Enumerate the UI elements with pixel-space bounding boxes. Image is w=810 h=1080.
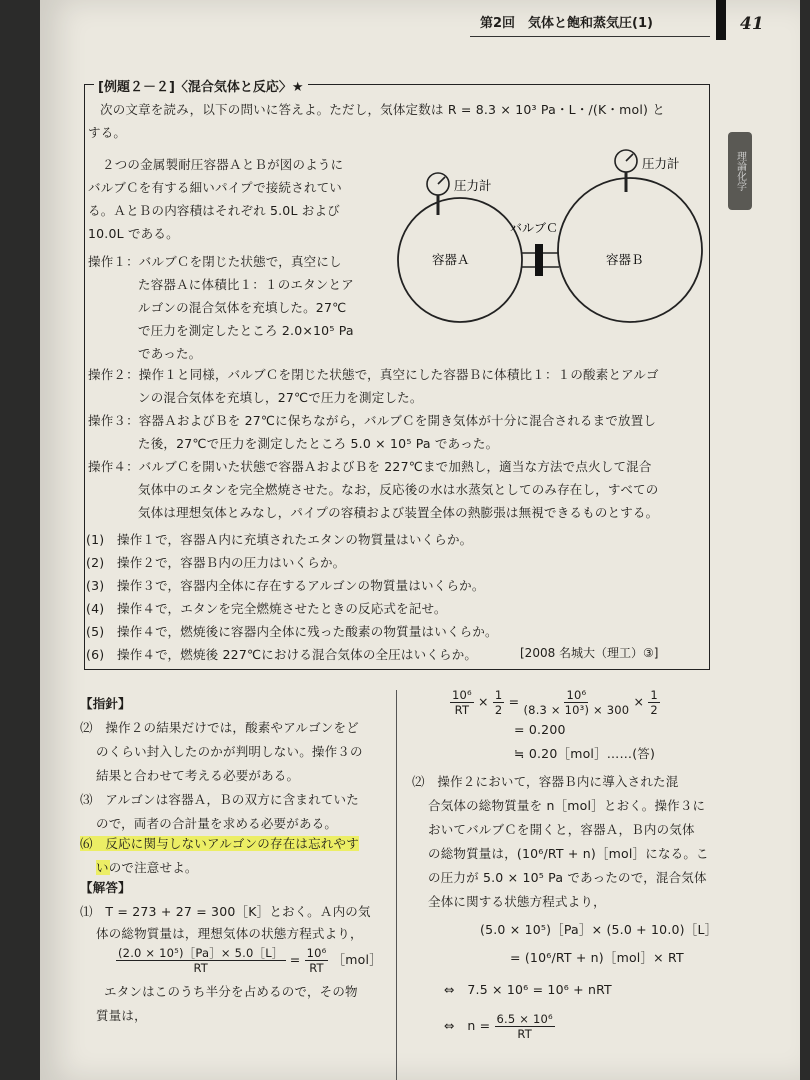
question-item: (5) 操作４で，燃焼後に容器内全体に残った酸素の物質量はいくらか。 [86,624,498,639]
textbook-page [40,0,800,1080]
operation-1: ルゴンの混合気体を充填した。27℃ [138,300,347,315]
answer-line: おいてバルブＣを開くと，容器Ａ，Ｂ内の気体 [428,822,695,837]
vessel-b-label: 容器Ｂ [606,252,644,267]
question-item: (6) 操作４で，燃焼後 227℃における混合気体の全圧はいくらか。 [86,647,478,662]
answer-heading: 【解答】 [80,880,131,895]
answer-line: 合気体の総物質量を n［mol］とおく。操作３に [428,798,706,813]
answer-line: 質量は， [96,1008,147,1023]
answer-line: 体の総物質量は，理想気体の状態方程式より， [96,926,363,941]
operation-1: 操作１：バルブＣを閉じた状態で，真空にし [88,254,342,269]
operation-1: た容器Ａに体積比１：１のエタンとア [138,277,354,292]
highlighted-text: ⑹ 反応に関与しないアルゴンの存在は忘れやす [80,836,359,851]
hint-line: ⑵ 操作２の結果だけでは，酸素やアルゴンをど [80,720,359,735]
result-line: = 0.200 [514,722,566,737]
gauge-b-label: 圧力計 [642,156,680,171]
operation-4: 気体中のエタンを完全燃焼させた。なお，反応後の水は水蒸気としてのみ存在し，すべての [138,482,659,497]
page-number: 41 [740,14,764,34]
problem-title: [例題２－２]〈混合気体と反応〉★ [94,76,308,95]
operation-3: 操作３：容器ＡおよびＢを 27℃に保ちながら，バルブＣを開き気体が十分に混合されるまで放置し [88,413,657,428]
answer-line: の圧力が 5.0 × 10⁵ Pa であったので，混合気体 [428,870,707,885]
operation-4: 操作４：バルブＣを開いた状態で容器ＡおよびＢを 227℃まで加熱し，適当な方法で点火して混合 [88,459,652,474]
desc-line: ２つの金属製耐圧容器ＡとＢが図のように [102,157,344,172]
fraction: $\frac{\text{10⁶}}{RT}$ [452,688,472,717]
equation-line: ⇔ n = $\frac{\text{6.5 × 10⁶}}{RT}$ [444,1012,553,1041]
answer-line: 全体に関する状態方程式より， [428,894,606,909]
desc-line: る。ＡとＢの内容積はそれぞれ 5.0L および [88,203,340,218]
equation-line: ⇔ 7.5 × 10⁶ = 10⁶ + nRT [444,982,612,997]
operation-2: ンの混合気体を充填し，27℃で圧力を測定した。 [138,390,423,405]
hint-line: ⑶ アルゴンは容器Ａ，Ｂの双方に含まれていた [80,792,359,807]
operation-3: た後，27℃で圧力を測定したところ 5.0 × 10⁵ Pa であった。 [138,436,499,451]
hint-line: のくらい封入したのかが判明しない。操作３の [96,744,363,759]
answer-line: の総物質量は，(10⁶/RT + n)［mol］になる。こ [428,846,709,861]
answer-line: エタンはこのうち半分を占めるので，その物 [104,984,358,999]
equation-1: $\frac{\text{(2.0 × 10⁵)［Pa］× 5.0［L］}}{RT}$ = $\frac{\text{10⁶}}{RT}$ ［mol］ [118,946,382,975]
fraction: $\frac{1}{2}$ [494,688,503,717]
question-item: (4) 操作４で，エタンを完全燃焼させたときの反応式を記せ。 [86,601,447,616]
fraction: $\frac{1}{2}$ [650,688,658,717]
intro-line: 次の文章を読み，以下の問いに答えよ。ただし，気体定数は R = 8.3 × 10³ Pa・L・/(K・mol) と [100,102,665,117]
question-item: (3) 操作３で，容器内全体に存在するアルゴンの物質量はいくらか。 [86,578,485,593]
header-bar [716,0,726,40]
column-divider [396,690,397,1080]
chapter-heading: 第2回 気体と飽和蒸気圧(1) [480,16,653,31]
operation-1: であった。 [138,346,202,361]
fraction: $\frac{\text{6.5 × 10⁶}}{RT}$ [496,1012,553,1041]
operation-2: 操作２：操作１と同様，バルブＣを閉じた状態で，真空にした容器Ｂに体積比１：１の酸素とアルゴ [88,367,659,382]
hint-line: 結果と合わせて考える必要がある。 [96,768,300,783]
source-citation: [2008 名城大（理工）③] [520,646,659,660]
desc-line: バルブＣを有する細いパイプで接続されてい [88,180,343,195]
equation-line: = (10⁶/RT + n)［mol］× RT [510,950,684,965]
header-rule [470,36,710,37]
vessel-b-shape [558,178,702,322]
side-tab: 理論化学 [728,132,752,210]
result-line: ≒ 0.20［mol］……(答) [514,746,656,761]
operation-4: 気体は理想気体とみなし，パイプの容積および装置全体の熱膨張は無視できるものとする。 [138,505,659,520]
question-item: (1) 操作１で，容器Ａ内に充填されたエタンの物質量はいくらか。 [86,532,473,547]
vessel-a-label: 容器Ａ [432,252,470,267]
hint-line [80,834,359,852]
gauge-a-label: 圧力計 [454,178,492,193]
hint-heading: 【指針】 [80,696,131,711]
valve-c-shape [535,244,543,276]
highlighted-text: いので注意せよ。 [96,860,198,875]
valve-label: バルブＣ [510,221,559,235]
apparatus-diagram [390,140,710,345]
fraction: $\frac{\text{(2.0 × 10⁵)［Pa］× 5.0［L］}}{RT}$ [118,946,284,975]
equation-2: $\frac{\text{10⁶}}{RT}$ × $\frac{1}{2}$ = $\frac{\text{10⁶}}{\text{(8.3 × 10³) × 300}}$ × $\frac{1}{2}$ [452,688,658,717]
desc-line: 10.0L である。 [88,226,179,241]
equation-line: (5.0 × 10⁵)［Pa］× (5.0 + 10.0)［L］ [480,922,718,937]
answer-line: ⑵ 操作２において，容器Ｂ内に導入された混 [412,774,679,789]
hint-line [96,858,198,876]
question-item: (2) 操作２で，容器Ｂ内の圧力はいくらか。 [86,555,346,570]
hint-line: ので，両者の合計量を求める必要がある。 [96,816,338,831]
answer-line: ⑴ T = 273 + 27 = 300［K］とおく。Ａ内の気 [80,904,371,919]
fraction: $\frac{\text{10⁶}}{\text{(8.3 × 10³) × 300}}$ [523,688,630,717]
intro-line: する。 [88,125,127,140]
fraction: $\frac{\text{10⁶}}{RT}$ [306,946,327,975]
operation-1: で圧力を測定したところ 2.0×10⁵ Pa [138,323,354,338]
